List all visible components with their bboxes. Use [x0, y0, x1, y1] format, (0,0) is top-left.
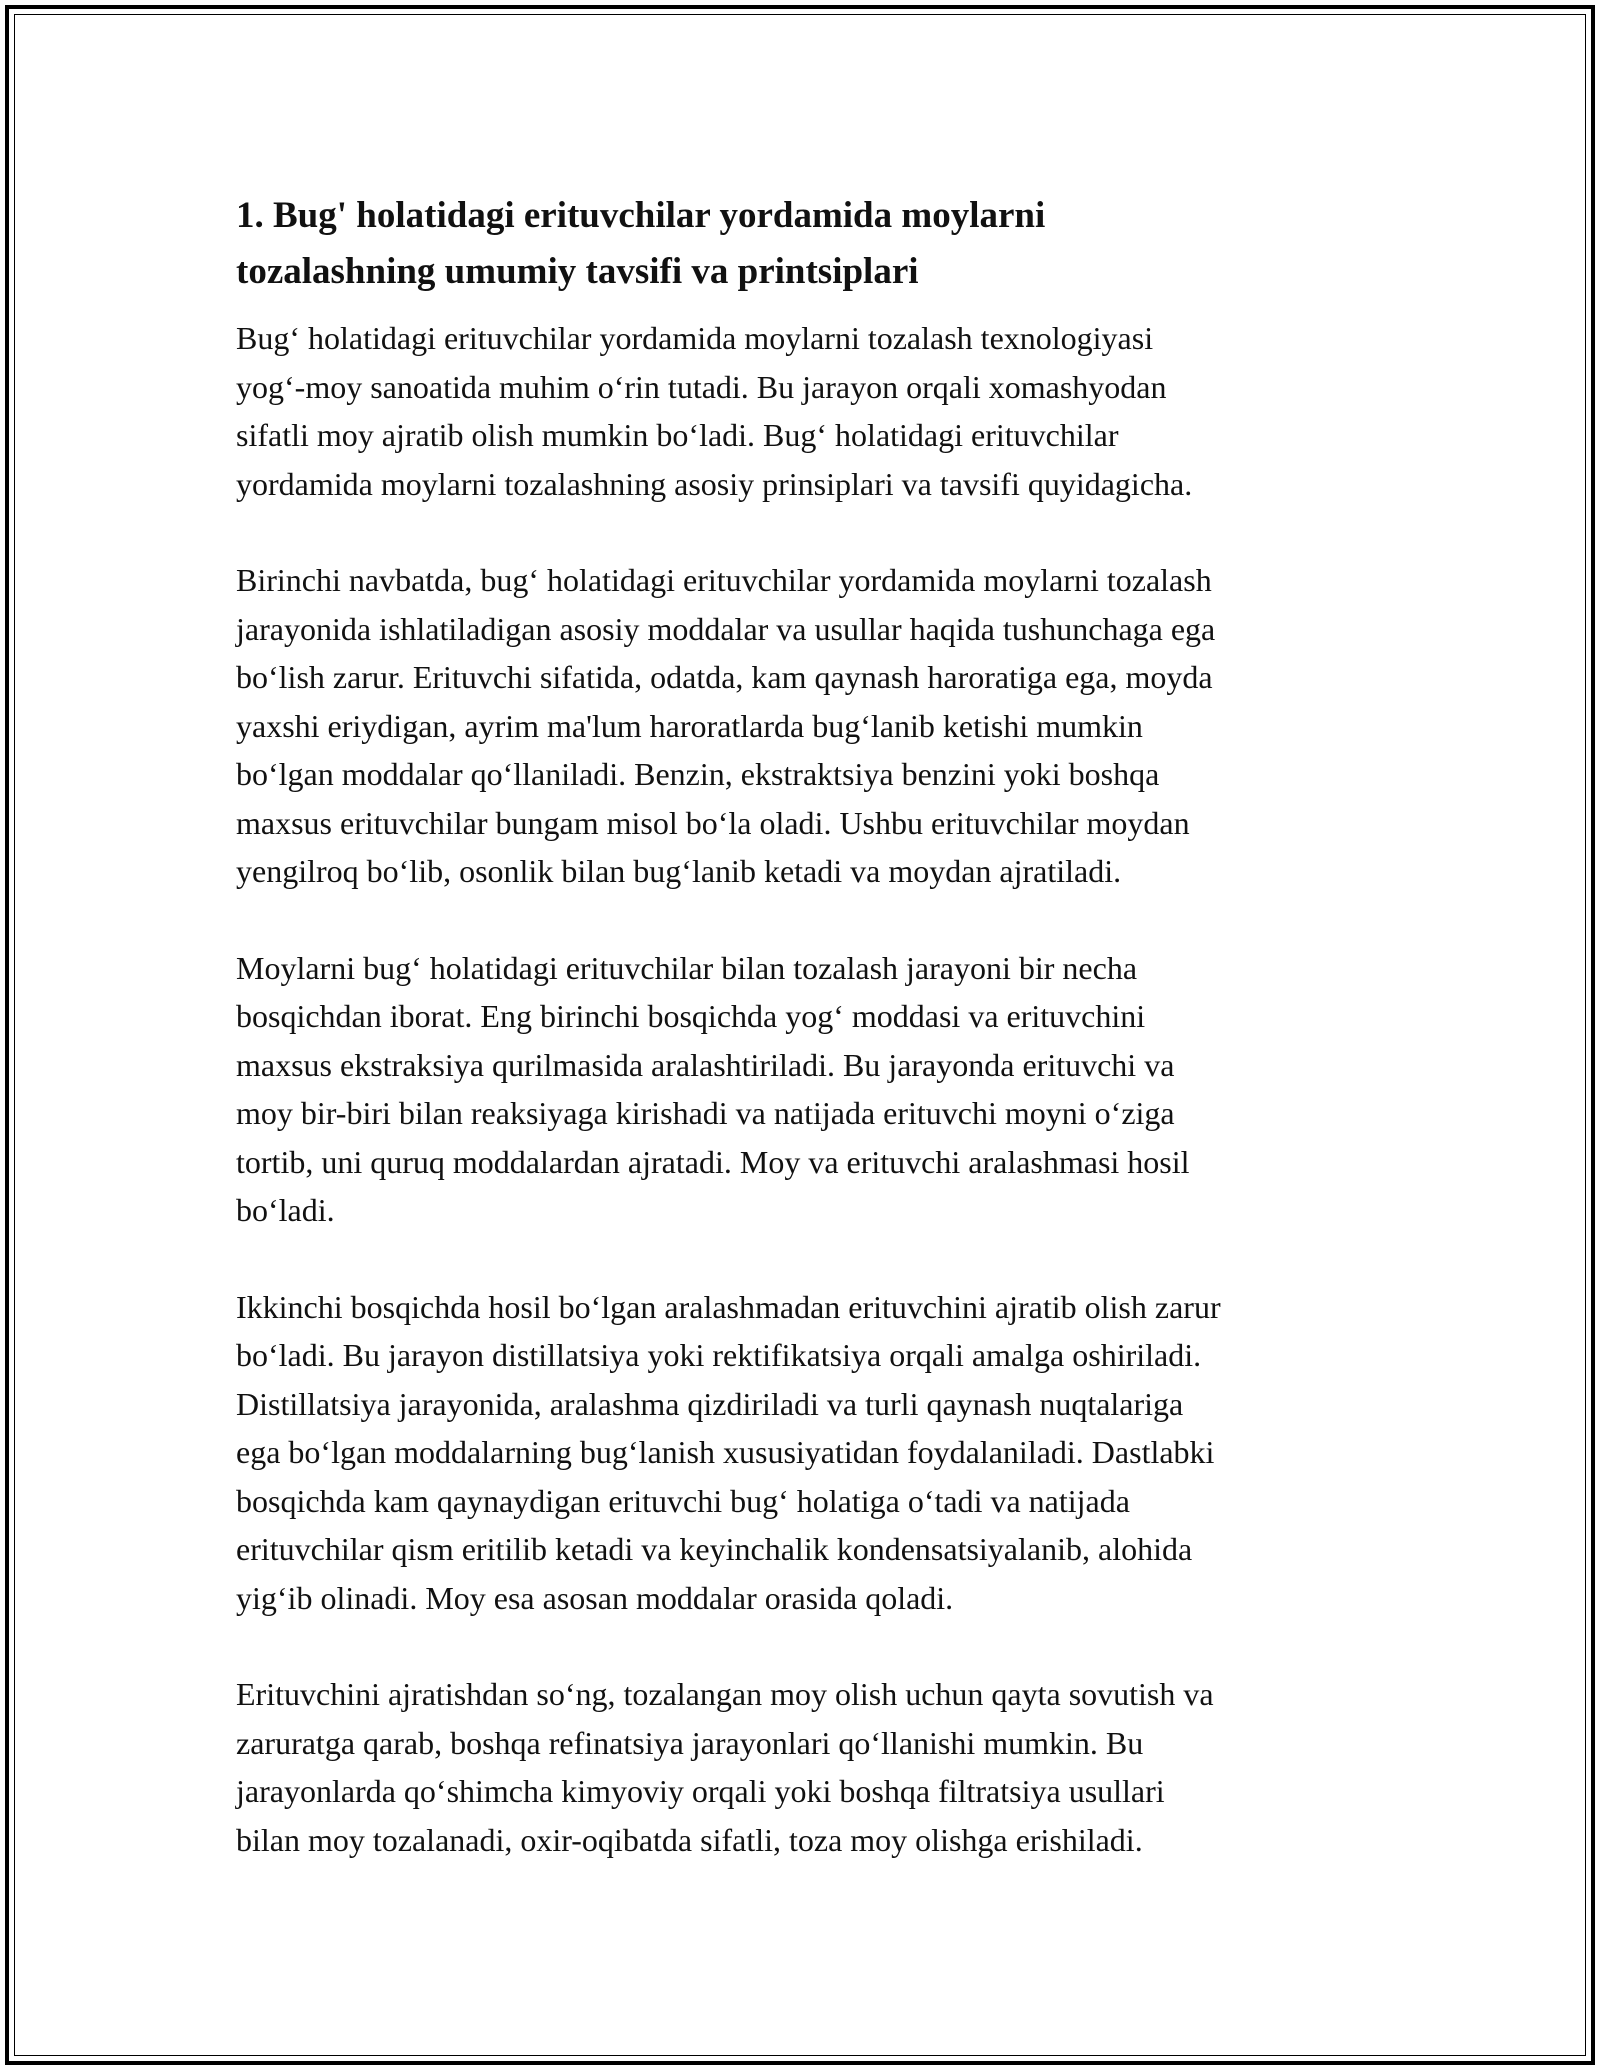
paragraph-3: Moylarni bug‘ holatidagi erituvchilar bilan tozalash jarayoni bir necha bosqichdan iborat. Eng birinchi bosqichda yog‘ moddasi va erituvchini maxsus ekstraksiya qurilmasida aralashtiriladi. Bu jarayonda erituvchi va moy bir-biri bilan reaksiyaga kirishadi va natijada erituvchi moyni o‘ziga tortib, uni quruq moddalardan ajratadi. Moy va erituvchi aralashmasi hosil bo‘ladi.	[236, 949, 1190, 1228]
paragraph-4: Ikkinchi bosqichda hosil bo‘lgan aralashmadan erituvchini ajratib olish zarur bo‘ladi. Bu jarayon distillatsiya yoki rektifikatsiya orqali amalga oshiriladi. Distillatsiya jarayonida, aralashma qizdiriladi va turli qaynash nuqtalariga ega bo‘lgan moddalarning bug‘lanish xususiyatidan foydalaniladi. Dastlabki bosqichda kam qaynaydigan erituvchi bug‘ holatiga o‘tadi va natijada erituvchilar qism eritilib ketadi va keyinchalik kondensatsiyalanib, alohida yig‘ib olinadi. Moy esa asosan moddalar orasida qoladi.	[236, 1288, 1221, 1616]
paragraph-2: Birinchi navbatda, bug‘ holatidagi erituvchilar yordamida moylarni tozalash jarayonida ishlatiladigan asosiy moddalar va usullar haqida tushunchaga ega bo‘lish zarur. Erituvchi sifatida, odatda, kam qaynash haroratiga ega, moyda yaxshi eriydigan, ayrim ma'lum haroratlarda bug‘lanib ketishi mumkin bo‘lgan moddalar qo‘llaniladi. Benzin, ekstraktsiya benzini yoki boshqa maxsus erituvchilar bungam misol bo‘la oladi. Ushbu erituvchilar moydan yengilroq bo‘lib, osonlik bilan bug‘lanib ketadi va moydan ajratiladi.	[236, 562, 1216, 889]
section-heading: 1. Bug' holatidagi erituvchilar yordamida moylarni tozalashning umumiy tavsifi va printsiplari	[236, 195, 1046, 292]
document-body	[236, 188, 1386, 1912]
paragraph-5: Erituvchini ajratishdan so‘ng, tozalangan moy olish uchun qayta sovutish va zaruratga qarab, boshqa refinatsiya jarayonlari qo‘llanishi mumkin. Bu jarayonlarda qo‘shimcha kimyoviy orqali yoki boshqa filtratsiya usullari bilan moy tozalanadi, oxir-oqibatda sifatli, toza moy olishga erishiladi.	[236, 1676, 1214, 1858]
paragraph-1: Bug‘ holatidagi erituvchilar yordamida moylarni tozalash texnologiyasi yog‘-moy sanoatida muhim o‘rin tutadi. Bu jarayon orqali xomashyodan sifatli moy ajratib olish mumkin bo‘ladi. Bug‘ holatidagi erituvchilar yordamida moylarni tozalashning asosiy prinsiplari va tavsifi quyidagicha.	[236, 320, 1193, 502]
